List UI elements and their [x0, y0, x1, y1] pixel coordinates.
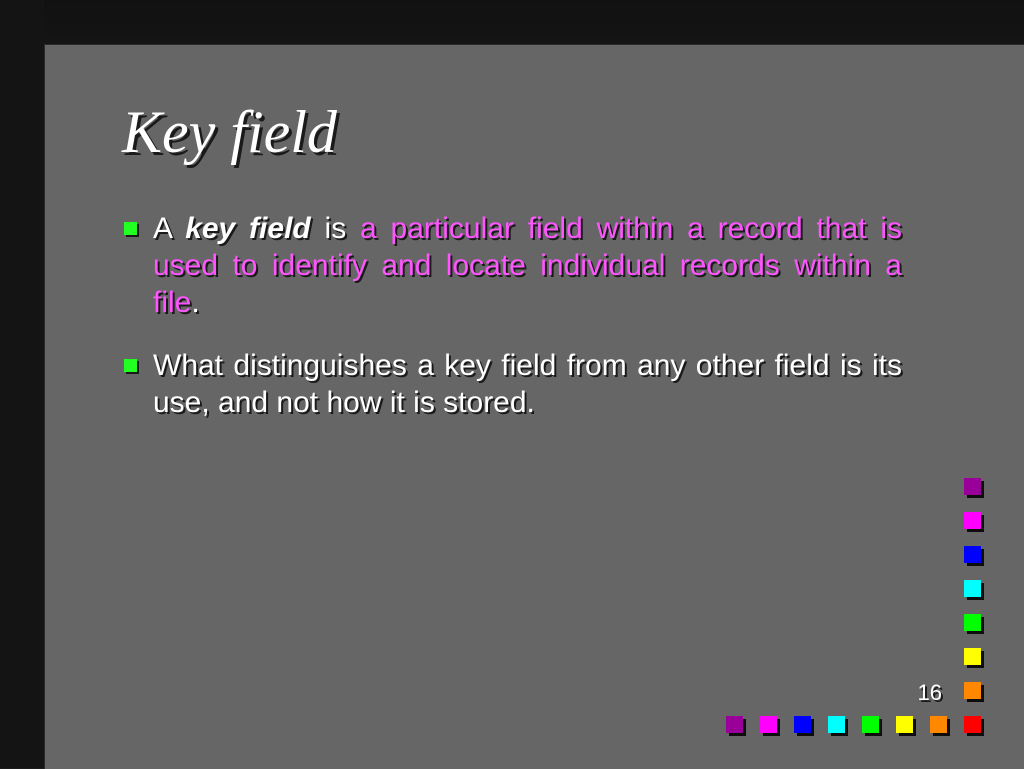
bullet-item-key-field-definition — [122, 210, 902, 321]
decor-square-blue — [964, 546, 981, 563]
bullet-middle: is — [310, 212, 361, 245]
left-frame-band — [0, 0, 44, 768]
decor-square-purple — [726, 716, 743, 733]
decor-square-yellow — [964, 648, 981, 665]
bullet-text: What distinguishes a key field from any other field is its use, and not how it is stored. — [153, 349, 902, 419]
highlighted-definition: a particular field within a record that is used to identify and locate individual records within a file — [153, 212, 902, 319]
bullet-suffix: . — [191, 286, 200, 319]
square-bullet-icon — [124, 359, 137, 372]
bullet-item-key-field-use — [122, 347, 902, 421]
decor-square-purple — [964, 478, 981, 495]
decor-square-orange — [964, 682, 981, 699]
slide-title: Key field — [122, 99, 337, 165]
decor-square-red — [964, 716, 981, 733]
page-number: 16 — [917, 680, 942, 705]
decor-square-cyan — [828, 716, 845, 733]
square-bullet-icon — [124, 222, 137, 235]
decor-square-green — [862, 716, 879, 733]
top-frame-band — [0, 0, 1024, 44]
decor-square-cyan — [964, 580, 981, 597]
decor-square-green — [964, 614, 981, 631]
decor-square-blue — [794, 716, 811, 733]
decor-square-yellow — [896, 716, 913, 733]
decor-square-magenta — [964, 512, 981, 529]
emphasized-term: key field — [185, 212, 311, 245]
bullet-prefix: A — [153, 212, 186, 245]
decor-square-magenta — [760, 716, 777, 733]
decor-square-orange — [930, 716, 947, 733]
bullet-list — [122, 210, 902, 447]
